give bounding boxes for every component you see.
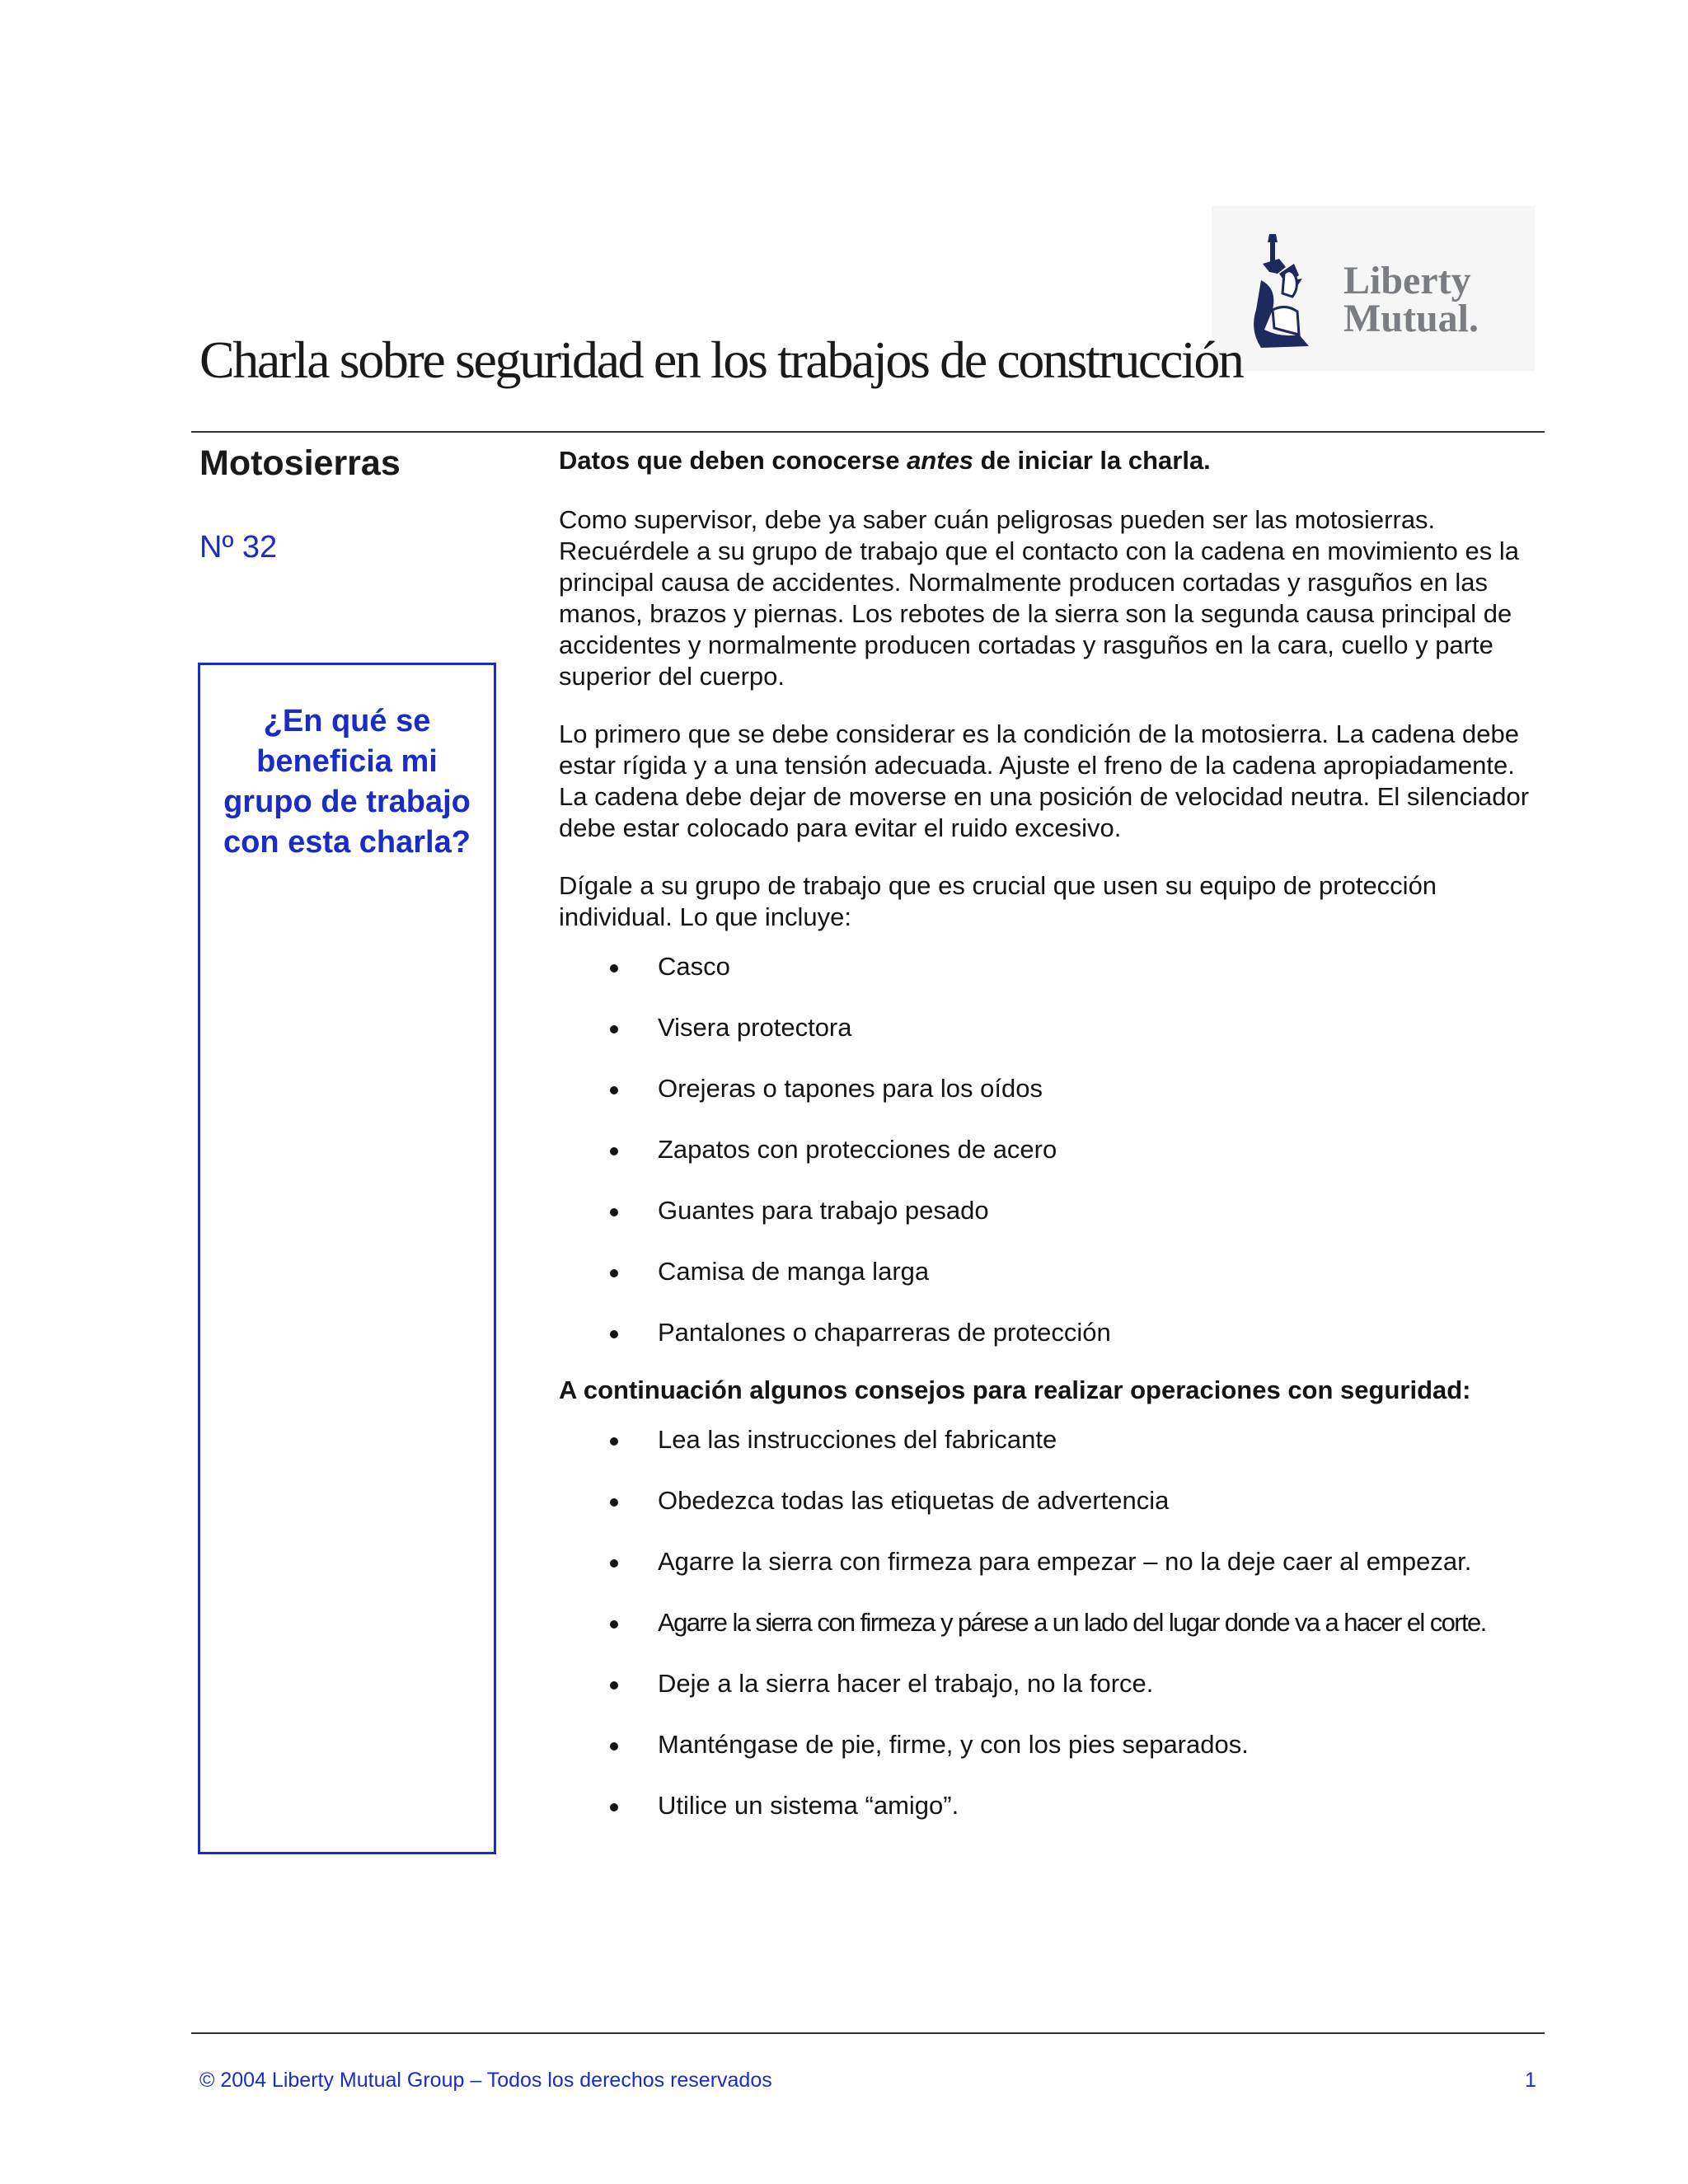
lead-heading [559,445,1548,476]
paragraph-condition: Lo primero que se debe considerar es la condición de la motosierra. La cadena debe estar rígida y a una tensión adecuada. Ajuste el freno de la cadena apropiadamente. La cadena debe dejar de moverse en una posición de velocidad neutra. El silenciador debe estar colocado para evitar el ruido excesivo. [559,719,1530,842]
list-item-text: Utilice un sistema “amigo”. [658,1791,959,1820]
list-item [559,1424,1548,1485]
bullet-icon [610,1742,618,1750]
list-item-text: Casco [658,952,730,981]
list-item-text: Pantalones o chaparreras de protección [658,1318,1111,1347]
list-item [559,1317,1548,1370]
list-item-text: Agarre la sierra con firmeza y párese a un lado del lugar donde va a hacer el corte. [658,1608,1486,1637]
list-item [559,1256,1548,1317]
list-item [559,1485,1548,1546]
bullet-icon [610,964,618,972]
bullet-icon [610,1086,618,1094]
list-item [559,1134,1548,1195]
tips-heading: A continuación algunos consejos para realizar operaciones con seguridad: [559,1376,1471,1404]
header-divider [191,431,1545,433]
list-item-text: Lea las instrucciones del fabricante [658,1425,1057,1454]
list-item-text: Zapatos con protecciones de acero [658,1135,1057,1164]
bullet-icon [610,1437,618,1446]
list-item [559,1073,1548,1134]
benefit-question: ¿En qué se beneficia mi grupo de trabajo con esta charla? [223,704,471,860]
list-item [559,1790,1548,1851]
logo-line-1: Liberty [1343,259,1471,302]
list-item-text: Camisa de manga larga [658,1257,930,1286]
logo-line-2: Mutual. [1343,297,1479,340]
bullet-icon [610,1681,618,1690]
tips-list [559,1424,1548,1851]
list-item-text: Obedezca todas las etiquetas de advertencia [658,1486,1170,1515]
bullet-icon [610,1559,618,1568]
lead-before: Datos que deben conocerse [559,446,907,475]
list-item [559,951,1548,1012]
benefit-box [198,663,496,1854]
footer-divider [191,2032,1545,2034]
list-item-text: Visera protectora [658,1013,852,1042]
bullet-icon [610,1498,618,1507]
copyright-text: © 2004 Liberty Mutual Group – Todos los derechos reservados [199,2069,772,2092]
list-item-text: Agarre la sierra con firmeza para empezar – no la deje caer al empezar. [658,1547,1472,1576]
bullet-icon [610,1025,618,1033]
lead-after: de iniciar la charla. [973,446,1211,475]
bullet-icon [610,1208,618,1216]
list-item-text: Orejeras o tapones para los oídos [658,1074,1043,1103]
bullet-icon [610,1330,618,1338]
list-item [559,1195,1548,1256]
main-content [559,445,1548,1851]
page-number: 1 [1525,2069,1536,2092]
lead-emphasis: antes [907,446,974,475]
list-item [559,1668,1548,1729]
bullet-icon [610,1147,618,1155]
list-item [559,1546,1548,1607]
bullet-icon [610,1269,618,1277]
list-item [559,1012,1548,1073]
document-title: Charla sobre seguridad en los trabajos de construcción [199,330,1243,389]
paragraph-ppe: Dígale a su grupo de trabajo que es crucial que usen su equipo de protección individual. Lo que incluye: [559,871,1437,931]
list-item-text: Guantes para trabajo pesado [658,1196,989,1225]
ppe-list [559,951,1548,1370]
bullet-icon [610,1803,618,1811]
logo-wordmark [1343,259,1479,340]
list-item-text: Manténgase de pie, firme, y con los pies separados. [658,1730,1249,1759]
paragraph-intro: Como supervisor, debe ya saber cuán peligrosas pueden ser las motosierras. Recuérdele a su grupo de trabajo que el contacto con la cadena en movimiento es la principal causa de accidentes. Normalmente producen cortadas y rasguños en las manos, brazos y piernas. Los rebotes de la sierra son la segunda causa principal de accidentes y normalmente producen cortadas y rasguños en la cara, cuello y parte superior del cuerpo. [559,505,1519,691]
liberty-mutual-logo [1212,206,1535,371]
list-item-text: Deje a la sierra hacer el trabajo, no la force. [658,1669,1154,1698]
list-item [559,1607,1548,1668]
bullet-icon [610,1620,618,1629]
topic-title: Motosierras [199,443,401,483]
talk-number: Nº 32 [199,530,278,565]
statue-of-liberty-icon [1245,231,1319,354]
list-item [559,1729,1548,1790]
